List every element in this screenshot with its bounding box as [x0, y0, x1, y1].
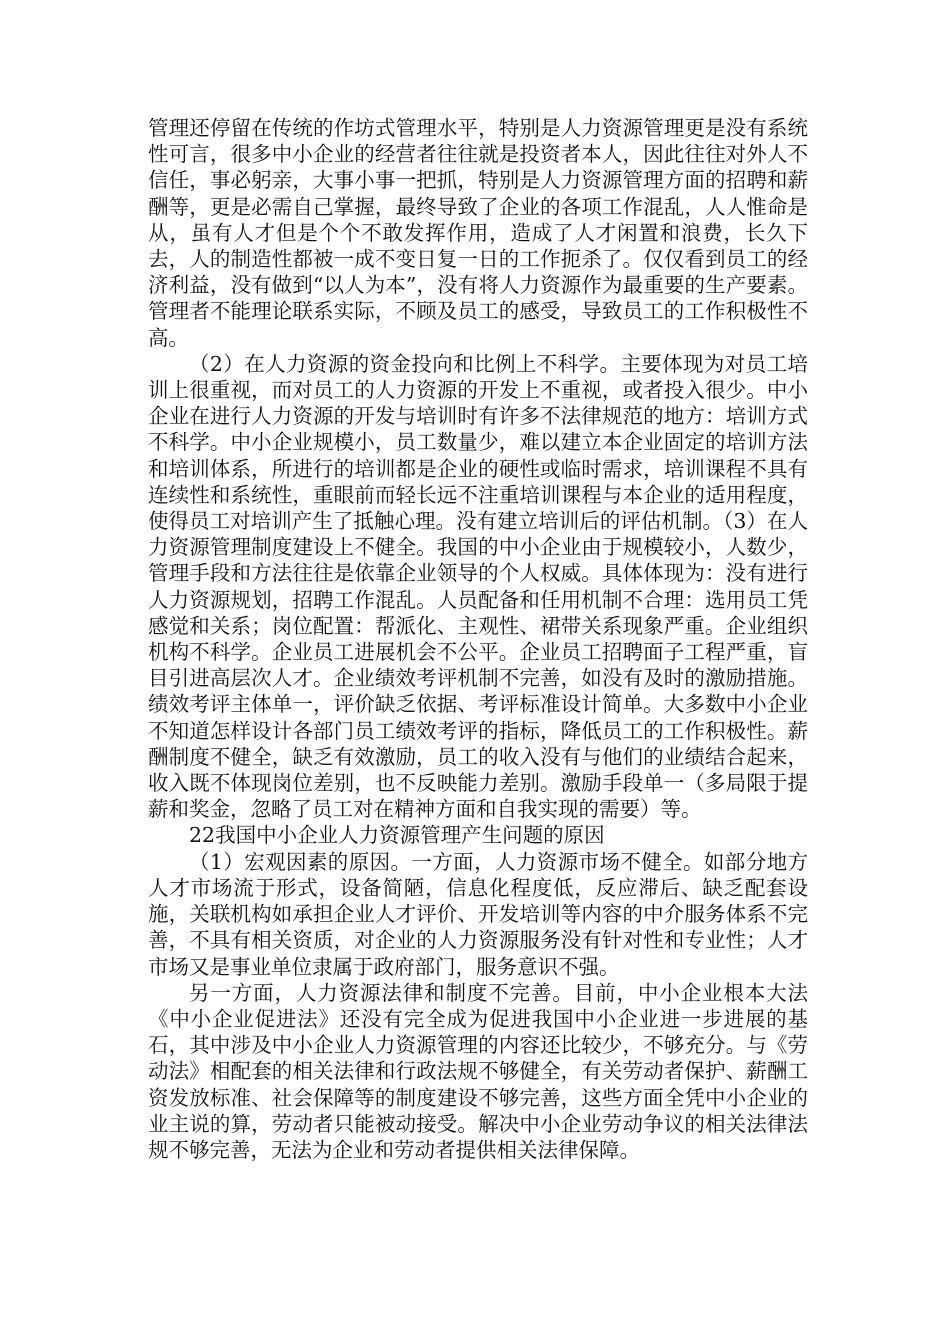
paragraph-management-status: 管理还停留在传统的作坊式管理水平，特别是人力资源管理更是没有系统性可言，很多中小企业的经营者往往就是投资者本人，因此往往对外人不信任，事必躬亲，大事小事一把抓，特别是人力资源管理方面的招聘和薪酬等，更是必需自己掌握，最终导致了企业的各项工作混乱，人人惟命是从，虽有人才但是个个不敢发挥作用，造成了人才闲置和浪费，长久下去，人的制造性都被一成不变日复一日的工作扼杀了。仅仅看到员工的经济利益，没有做到“以人为本”，没有将人力资源作为最重要的生产要素。管理者不能理论联系实际，不顾及员工的感受，导致员工的工作积极性不高。 [148, 116, 808, 350]
paragraph-macro-factors: （1）宏观因素的原因。一方面，人力资源市场不健全。如部分地方人才市场流于形式，设备简陋，信息化程度低，反应滞后、缺乏配套设施，关联机构如承担企业人才评价、开发培训等内容的中介服务体系不完善，不具有相关资质，对企业的人力资源服务没有针对性和专业性；人才市场又是事业单位隶属于政府部门，服务意识不强。 [148, 849, 808, 979]
paragraph-investment-issues: （2）在人力资源的资金投向和比例上不科学。主要体现为对员工培训上很重视，而对员工的人力资源的开发上不重视，或者投入很少。中小企业在进行人力资源的开发与培训时有许多不法律规范的地方：培训方式不科学。中小企业规模小，员工数量少，难以建立本企业固定的培训方法和培训体系，所进行的培训都是企业的硬性或临时需求，培训课程不具有连续性和系统性，重眼前而轻长远不注重培训课程与本企业的适用程度，使得员工对培训产生了抵触心理。没有建立培训后的评估机制。（3）在人力资源管理制度建设上不健全。我国的中小企业由于规模较小，人数少，管理手段和方法往往是依靠企业领导的个人权威。具体体现为：没有进行人力资源规划，招聘工作混乱。人员配备和任用机制不合理：选用员工凭感觉和关系；岗位配置：帮派化、主观性、裙带关系现象严重。企业组织机构不科学。企业员工进展机会不公平。企业员工招聘面子工程严重，盲目引进高层次人才。企业绩效考评机制不完善，如没有及时的激励措施。绩效考评主体单一，评价缺乏依据、考评标准设计简单。大多数中小企业不知道怎样设计各部门员工绩效考评的指标，降低员工的工作积极性。薪酬制度不健全，缺乏有效激励，员工的收入没有与他们的业绩结合起来，收入既不体现岗位差别，也不反映能力差别。激励手段单一（多局限于提薪和奖金，忽略了员工对在精神方面和自我实现的需要）等。 [148, 351, 808, 822]
section-heading-causes: 22我国中小企业人力资源管理产生问题的原因 [189, 823, 605, 848]
document-page [148, 115, 808, 1163]
paragraph-legal-system: 另一方面，人力资源法律和制度不完善。目前，中小企业根本大法《中小企业促进法》还没有完全成为促进我国中小企业进一步进展的基石，其中涉及中小企业人力资源管理的内容还比较少，不够充分。与《劳动法》相配套的相关法律和行政法规不够健全，有关劳动者保护、薪酬工资发放标准、社会保障等的制度建设不够完善，这些方面全凭中小企业的业主说的算，劳动者只能被动接受。解决中小企业劳动争议的相关法律法规不够完善，无法为企业和劳动者提供相关法律保障。 [148, 980, 808, 1162]
